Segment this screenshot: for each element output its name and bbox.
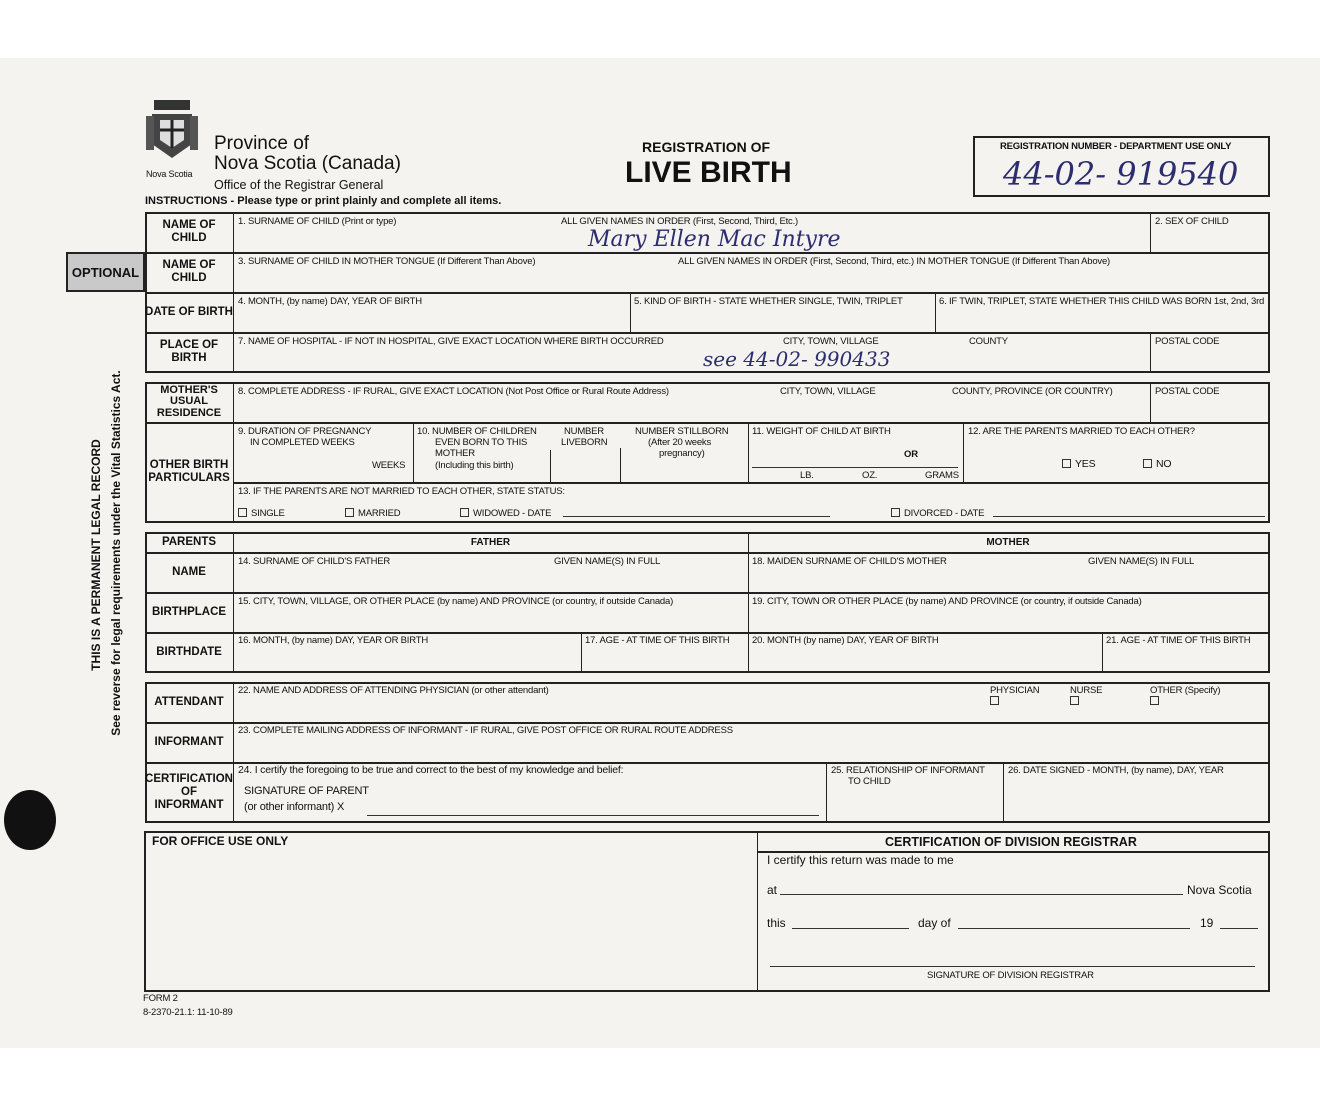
single-label: SINGLE [251, 508, 285, 519]
residence-city-label: CITY, TOWN, VILLAGE [780, 386, 876, 397]
row-label-informant: INFORMANT [154, 735, 224, 748]
nurse-label: NURSE [1070, 685, 1103, 696]
field-8-label: 8. COMPLETE ADDRESS - IF RURAL, GIVE EXACT LOCATION (Not Post Office or Rural Route Address) [238, 386, 669, 397]
field-11-label: 11. WEIGHT OF CHILD AT BIRTH [752, 426, 891, 437]
stillborn-label2: (After 20 weeks [648, 437, 711, 448]
signature-parent-label: SIGNATURE OF PARENT [244, 785, 369, 797]
registration-number-box[interactable] [973, 136, 1270, 197]
legal-requirements-note: See reverse for legal requirements under the Vital Statistics Act. [109, 370, 123, 736]
residence-section [145, 382, 1270, 523]
at-line[interactable] [780, 894, 1183, 895]
crest-label: Nova Scotia [146, 169, 193, 179]
title-small: REGISTRATION OF [642, 139, 771, 155]
residence-postal-label: POSTAL CODE [1155, 386, 1220, 397]
other-label: OTHER (Specify) [1150, 685, 1221, 696]
liveborn-label2: LIVEBORN [561, 437, 608, 448]
row-label-name: NAME [172, 565, 206, 578]
row-label-mothers-residence: MOTHER'S USUAL RESIDENCE [156, 383, 222, 419]
province-line1: Province of [214, 133, 310, 154]
field-16-label: 16. MONTH, (by name) DAY, YEAR OR BIRTH [238, 635, 428, 646]
yes-label: YES [1075, 458, 1096, 470]
month-line[interactable] [958, 928, 1190, 929]
registration-number: 44-02- 919540 [1003, 155, 1239, 193]
field-3-label: 3. SURNAME OF CHILD IN MOTHER TONGUE (If Different Than Above) [238, 256, 536, 267]
field-26-label: 26. DATE SIGNED - MONTH, (by name), DAY, YEAR [1008, 765, 1224, 776]
day-of-label: day of [918, 916, 951, 930]
row-label-other-birth-particulars: OTHER BIRTH PARTICULARS [148, 459, 230, 484]
row-label-attendant: ATTENDANT [154, 695, 224, 708]
or-label: OR [904, 449, 918, 460]
field-17-label: 17. AGE - AT TIME OF THIS BIRTH [585, 635, 730, 646]
field-2-label: 2. SEX OF CHILD [1155, 216, 1229, 227]
liveborn-label: NUMBER [564, 426, 604, 437]
no-label: NO [1156, 458, 1172, 470]
field-10-line3: MOTHER [435, 448, 475, 459]
given-names-mother-tongue-label: ALL GIVEN NAMES IN ORDER (First, Second, Third, etc.) IN MOTHER TONGUE (If Different Than Above) [678, 256, 1111, 267]
status-married-checkbox[interactable] [345, 508, 400, 519]
residence-county-label: COUNTY, PROVINCE (OR COUNTRY) [952, 386, 1113, 397]
field-9-sublabel: IN COMPLETED WEEKS [250, 437, 355, 448]
field-23-label: 23. COMPLETE MAILING ADDRESS OF INFORMANT - IF RURAL, GIVE POST OFFICE OR RURAL ROUTE ADDRESS [238, 725, 733, 736]
city-label: CITY, TOWN, VILLAGE [783, 336, 879, 347]
status-widowed-checkbox[interactable] [460, 508, 551, 519]
row-label-place-of-birth: PLACE OF BIRTH [159, 339, 219, 364]
year-prefix: 19 [1200, 916, 1214, 930]
field-13-label: 13. IF THE PARENTS ARE NOT MARRIED TO EACH OTHER, STATE STATUS: [238, 486, 565, 497]
field-18-label: 18. MAIDEN SURNAME OF CHILD'S MOTHER [752, 556, 947, 567]
row-label-date-of-birth: DATE OF BIRTH [145, 305, 233, 318]
province-line2: Nova Scotia (Canada) [214, 153, 401, 174]
married-no-checkbox[interactable] [1143, 459, 1171, 470]
status-divorced-checkbox[interactable] [891, 508, 984, 519]
field-7-label: 7. NAME OF HOSPITAL - IF NOT IN HOSPITAL, GIVE EXACT LOCATION WHERE BIRTH OCCURRED [238, 336, 664, 347]
registration-label: REGISTRATION NUMBER - DEPARTMENT USE ONLY [1000, 141, 1232, 152]
office-use-label: FOR OFFICE USE ONLY [152, 834, 289, 848]
row-label-name-of-child: NAME OF CHILD [162, 219, 216, 244]
stillborn-label: NUMBER STILLBORN [635, 426, 729, 437]
registrar-cert-title: CERTIFICATION OF DIVISION REGISTRAR [885, 835, 1137, 849]
field-10-line2: EVEN BORN TO THIS [435, 437, 528, 448]
row-label-birthdate: BIRTHDATE [156, 645, 222, 658]
grams-label: GRAMS [925, 470, 959, 481]
signature-informant-label: (or other informant) X [244, 801, 345, 813]
father-given-label: GIVEN NAME(S) IN FULL [554, 556, 661, 567]
office-section [144, 831, 1270, 992]
field-5-label: 5. KIND OF BIRTH - STATE WHETHER SINGLE, TWIN, TRIPLET [634, 296, 903, 307]
field-20-label: 20. MONTH (by name) DAY, YEAR OF BIRTH [752, 635, 939, 646]
other-checkbox[interactable] [1150, 685, 1220, 707]
row-label-name-of-child-mother-tongue: NAME OF CHILD [162, 259, 216, 284]
oz-label: OZ. [862, 470, 878, 481]
field-10-label: 10. NUMBER OF CHILDREN [417, 426, 537, 437]
field-22-label: 22. NAME AND ADDRESS OF ATTENDING PHYSICIAN (or other attendant) [238, 685, 549, 696]
county-label: COUNTY [969, 336, 1008, 347]
nova-scotia-crest-icon [146, 96, 198, 168]
legal-record-note: THIS IS A PERMANENT LEGAL RECORD [89, 439, 103, 671]
field-9-label: 9. DURATION OF PREGNANCY [238, 426, 372, 437]
mother-given-label: GIVEN NAME(S) IN FULL [1088, 556, 1195, 567]
page-title: LIVE BIRTH [625, 156, 792, 189]
physician-label: PHYSICIAN [990, 685, 1040, 696]
field-10-line4: (Including this birth) [435, 460, 514, 471]
parents-header: PARENTS [161, 535, 217, 548]
day-line[interactable] [792, 928, 909, 929]
office-name: Office of the Registrar General [214, 178, 384, 192]
at-label: at [767, 883, 778, 897]
row-label-birthplace: BIRTHPLACE [151, 605, 227, 618]
form-code: 8-2370-21.1: 11-10-89 [143, 1007, 233, 1018]
field-25-label: 25. RELATIONSHIP OF INFORMANT [831, 765, 985, 776]
field-15-label: 15. CITY, TOWN, VILLAGE, OR OTHER PLACE (by name) AND PROVINCE (or country, if outside Canada) [238, 596, 674, 607]
married-yes-checkbox[interactable] [1062, 459, 1095, 470]
field-6-label: 6. IF TWIN, TRIPLET, STATE WHETHER THIS CHILD WAS BORN 1st, 2nd, 3rd [939, 296, 1265, 307]
physician-checkbox[interactable] [990, 685, 1039, 707]
nova-scotia-label: Nova Scotia [1187, 883, 1252, 897]
form-number: FORM 2 [143, 993, 178, 1004]
field-21-label: 21. AGE - AT TIME OF THIS BIRTH [1106, 635, 1251, 646]
signature-line[interactable] [367, 815, 819, 816]
field-4-label: 4. MONTH, (by name) DAY, YEAR OF BIRTH [238, 296, 422, 307]
field-14-label: 14. SURNAME OF CHILD'S FATHER [238, 556, 391, 567]
mother-header: MOTHER [986, 536, 1030, 548]
field-12-label: 12. ARE THE PARENTS MARRIED TO EACH OTHER? [968, 426, 1195, 437]
registrar-signature-line[interactable] [770, 966, 1255, 967]
widowed-label: WIDOWED - DATE [473, 508, 552, 519]
nurse-checkbox[interactable] [1070, 685, 1102, 707]
field-25-sublabel: TO CHILD [848, 776, 891, 787]
field-19-label: 19. CITY, TOWN OR OTHER PLACE (by name) AND PROVINCE (or country, if outside Canada) [752, 596, 1142, 607]
lb-label: LB. [800, 470, 814, 481]
field-1-label: 1. SURNAME OF CHILD (Print or type) [238, 216, 397, 227]
child-name-value[interactable]: Mary Ellen Mac Intyre [588, 227, 841, 252]
row-label-certification: CERTIFICATION OF INFORMANT [145, 772, 233, 811]
stillborn-label3: pregnancy) [659, 448, 705, 459]
married-label: MARRIED [358, 508, 401, 519]
status-single-checkbox[interactable] [238, 508, 285, 519]
divorced-label: DIVORCED - DATE [904, 508, 985, 519]
weeks-label: WEEKS [372, 460, 406, 471]
father-header: FATHER [470, 536, 511, 548]
optional-tag: OPTIONAL [66, 252, 145, 292]
registrar-certify-text: I certify this return was made to me [767, 853, 954, 867]
given-names-label: ALL GIVEN NAMES IN ORDER (First, Second, Third, Etc.) [561, 216, 798, 227]
this-label: this [767, 916, 786, 930]
registrar-signature-label: SIGNATURE OF DIVISION REGISTRAR [927, 970, 1094, 981]
punch-hole [4, 790, 56, 850]
year-line[interactable] [1220, 928, 1258, 929]
postal-code-label: POSTAL CODE [1155, 336, 1220, 347]
instructions: INSTRUCTIONS - Please type or print plainly and complete all items. [145, 195, 502, 207]
field-24-label: 24. I certify the foregoing to be true and correct to the best of my knowledge and belief: [238, 764, 624, 776]
place-of-birth-value[interactable]: see 44-02- 990433 [703, 347, 891, 371]
